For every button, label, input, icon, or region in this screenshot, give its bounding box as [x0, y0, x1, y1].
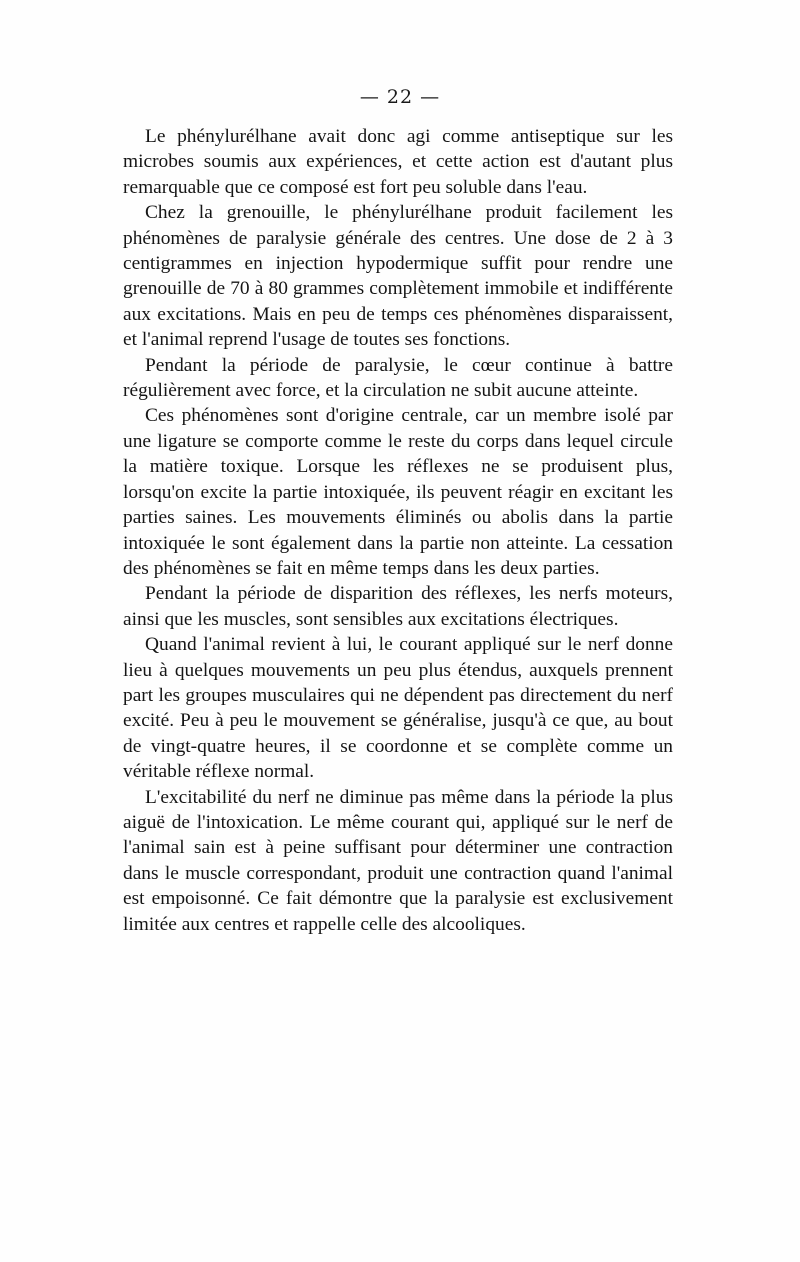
- page-number: — 22 —: [359, 86, 441, 108]
- paragraph-1: Le phénylurélhane avait donc agi comme antiseptique sur les microbes soumis aux expériences, et cette action est d'autant plus remarquable que ce composé est fort peu soluble dans l'eau.: [123, 126, 673, 198]
- paragraph-5: Pendant la période de disparition des réflexes, les nerfs moteurs, ainsi que les muscles, sont sensibles aux excitations électriques.: [123, 583, 673, 630]
- paragraph-4: Ces phénomènes sont d'origine centrale, car un membre isolé par une ligature se comporte comme le reste du corps dans lequel circule la matière toxique. Lorsque les réflexes ne se produisent plus, lorsqu'on excite la partie intoxiquée, ils peuvent réagir en excitant les parties saines. Les mouvements éliminés ou abolis dans la partie intoxiquée le sont également dans la partie non atteinte. La cessation des phénomènes se fait en même temps dans les deux parties.: [123, 405, 673, 579]
- paragraph-2: Chez la grenouille, le phénylurélhane produit facilement les phénomènes de paralysie générale des centres. Une dose de 2 à 3 centigrammes en injection hypodermique suffit pour rendre une grenouille de 70 à 80 grammes complètement immobile et indifférente aux excitations. Mais en peu de temps ces phénomènes disparaissent, et l'animal reprend l'usage de toutes ses fonctions.: [123, 202, 673, 351]
- paragraph-3: Pendant la période de paralysie, le cœur continue à battre régulièrement avec force, et la circulation ne subit aucune atteinte.: [123, 354, 673, 402]
- body-text: [123, 124, 673, 937]
- paragraph-6: Quand l'animal revient à lui, le courant appliqué sur le nerf donne lieu à quelques mouvements un peu plus étendus, auxquels prennent part les groupes musculaires qui ne dépendent pas directement du nerf excité. Peu à peu le mouvement se généralise, jusqu'à ce que, au bout de vingt-quatre heures, il se coordonne et se complète comme un véritable réflexe normal.: [123, 634, 673, 783]
- paragraph-7: L'excitabilité du nerf ne diminue pas même dans la période la plus aiguë de l'intoxication. Le même courant qui, appliqué sur le nerf de l'animal sain est à peine suffisant pour déterminer une contraction dans le muscle correspondant, produit une contraction quand l'animal est empoisonné. Ce fait démontre que la paralysie est exclusivement limitée aux centres et rappelle celle des alcooliques.: [123, 786, 673, 935]
